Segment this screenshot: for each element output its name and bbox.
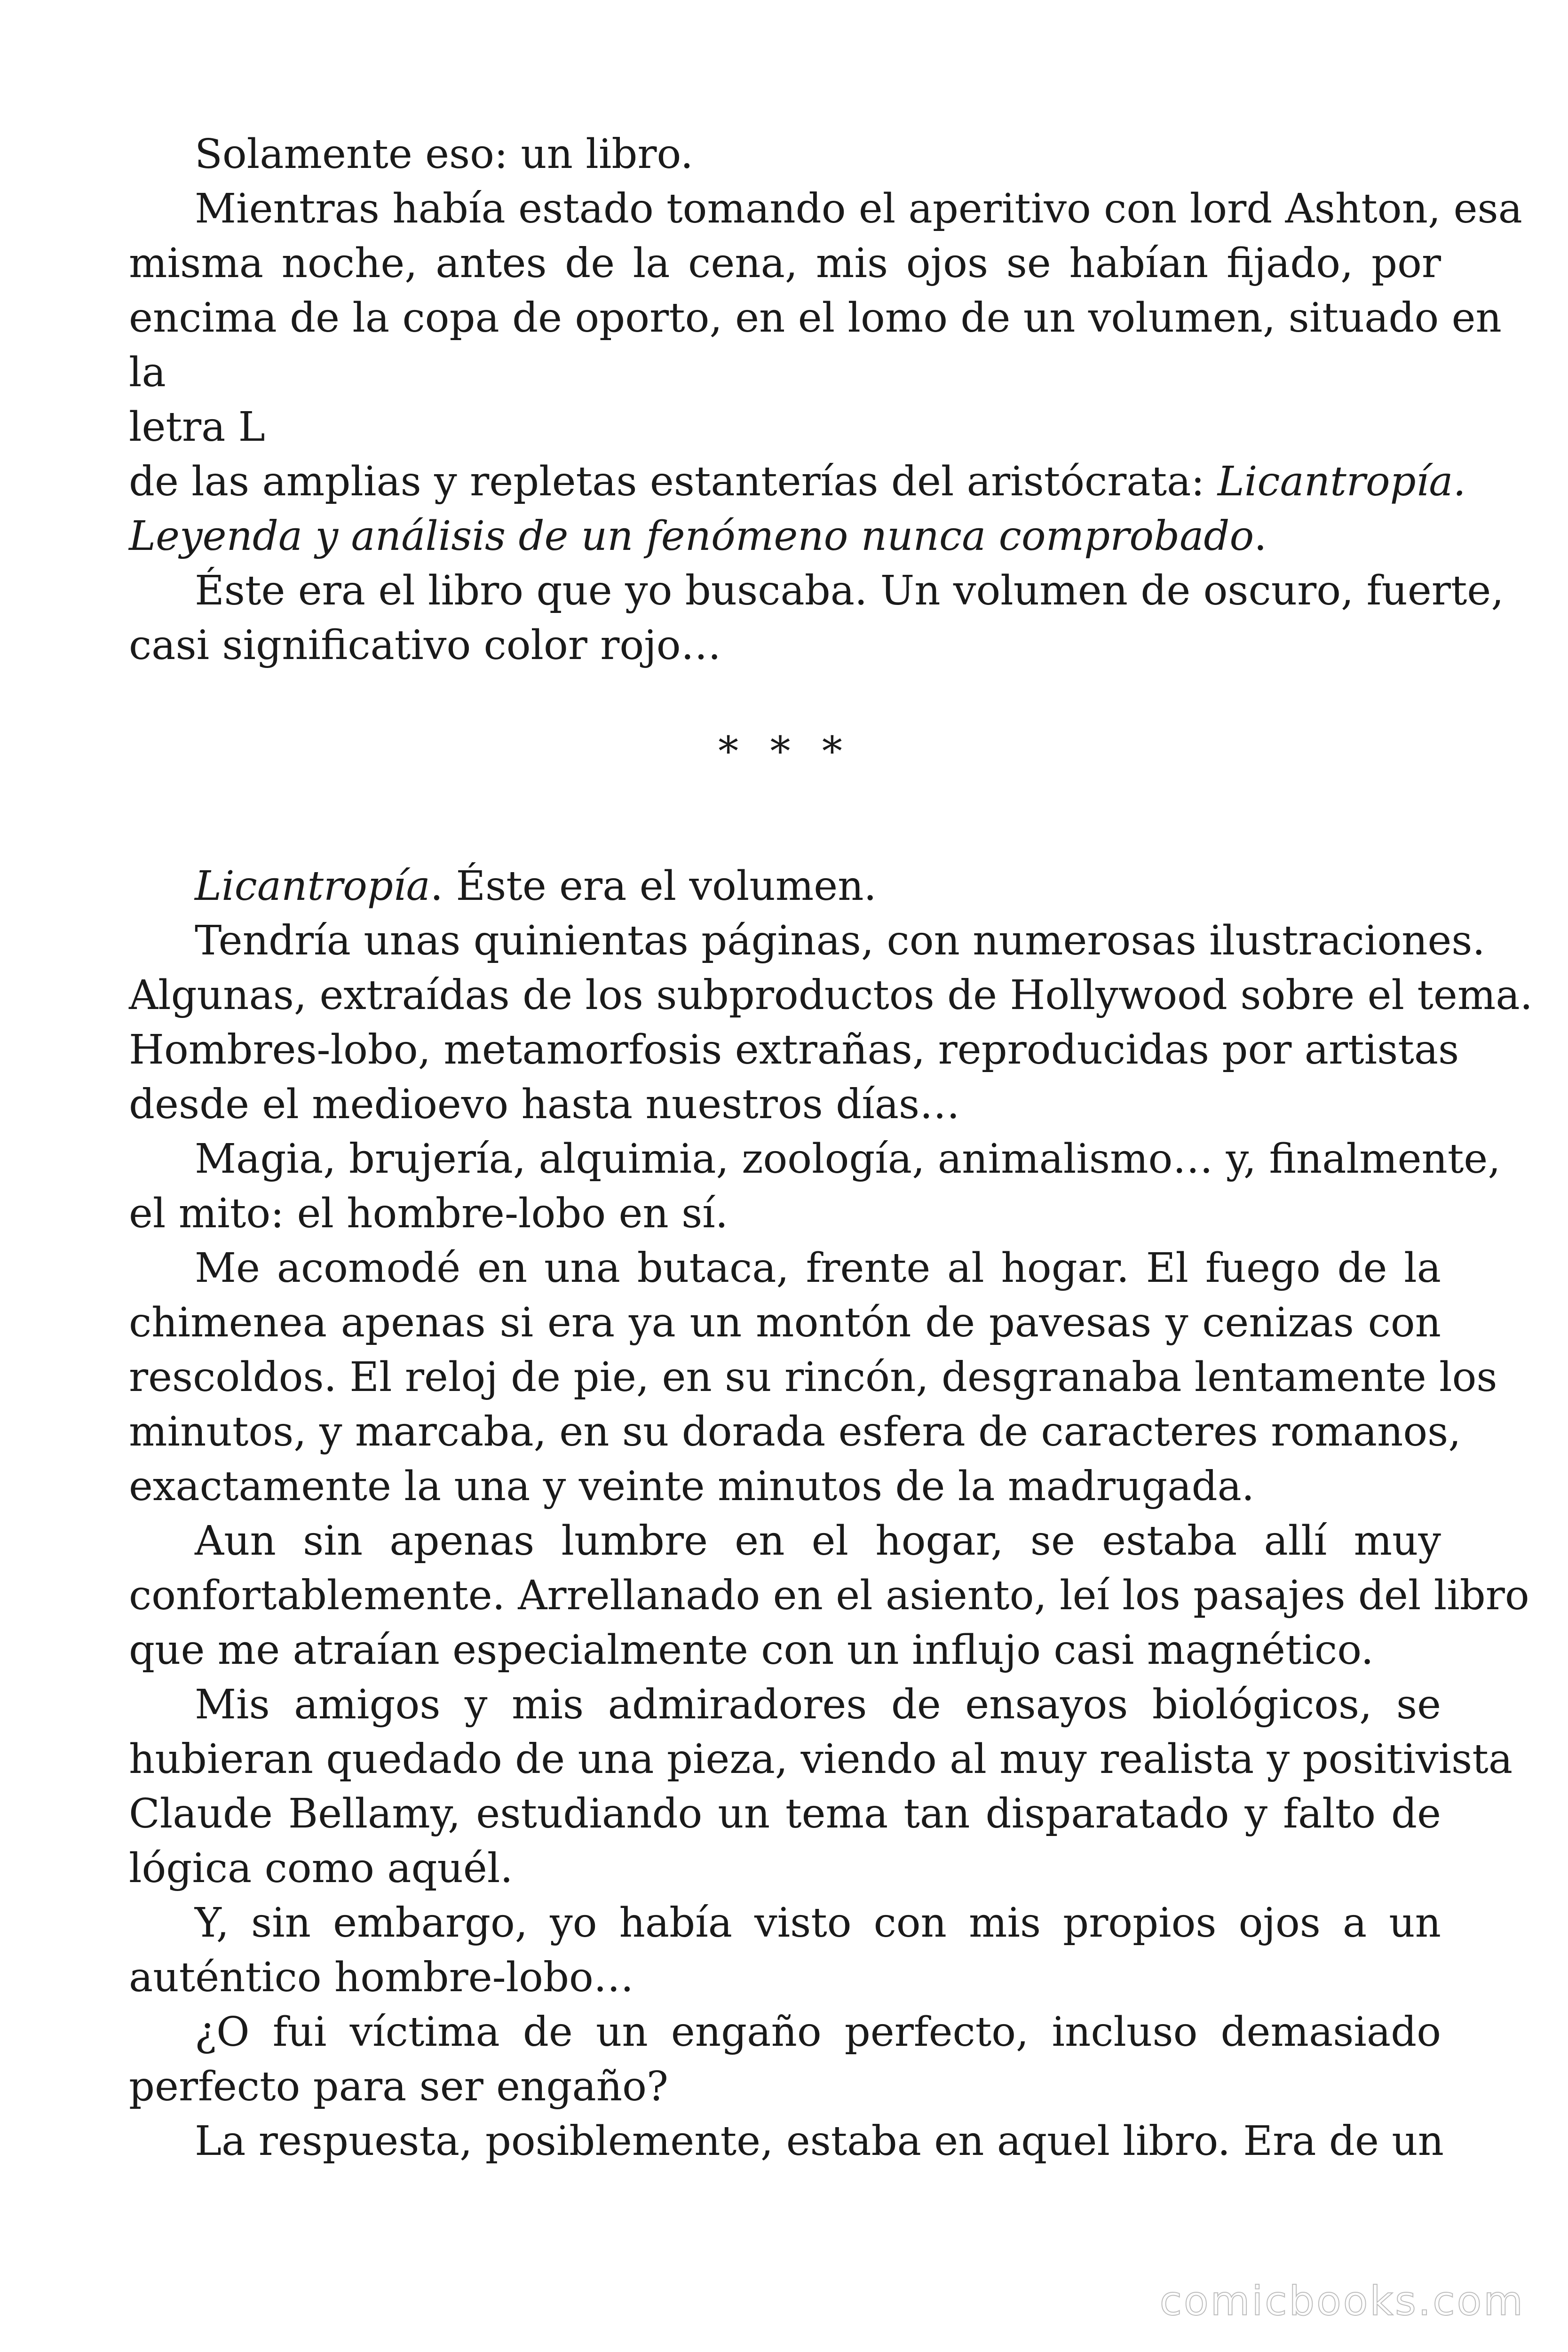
text-run: . (1254, 513, 1267, 560)
text-line: Algunas, extraídas de los subproductos de Hollywood sobre el tema. (129, 972, 1533, 1019)
paragraph (129, 182, 1522, 564)
text-line: Y, sin embargo, yo había visto con mis propios ojos a un (195, 1899, 1441, 1947)
section-separator: * * * (718, 728, 852, 775)
text-line: el mito: el hombre-lobo en sí. (129, 1190, 729, 1237)
page-body (129, 127, 1533, 2169)
text-line: casi significativo color rojo… (129, 622, 721, 669)
text-line: Tendría unas quinientas páginas, con numerosas ilustraciones. (195, 917, 1485, 964)
text-line: Éste era el libro que yo buscaba. Un volumen de oscuro, fuerte, (195, 567, 1504, 614)
text-line: letra L (129, 404, 265, 451)
text-line: auténtico hombre-lobo… (129, 1954, 634, 2001)
text-line: exactamente la una y veinte minutos de la madrugada. (129, 1463, 1255, 1510)
paragraph (129, 914, 1533, 1132)
text-line: Magia, brujería, alquimia, zoología, animalismo… y, finalmente, (195, 1136, 1501, 1183)
paragraph (129, 1896, 1441, 2005)
text-line: confortablemente. Arrellanado en el asiento, leí los pasajes del libro (129, 1572, 1529, 1619)
text-run: . Éste era el volumen. (430, 863, 877, 910)
watermark: comicbooks.com (1159, 2278, 1525, 2325)
text-line (129, 509, 1441, 564)
paragraph (129, 2005, 1441, 2114)
paragraph (129, 1514, 1529, 1677)
text-line: Aun sin apenas lumbre en el hogar, se estaba allí muy (195, 1518, 1441, 1565)
paragraph (129, 127, 1441, 182)
spacer (129, 779, 1441, 859)
text-line: encima de la copa de oporto, en el lomo de un volumen, situado en (129, 294, 1502, 342)
spacer (129, 673, 1441, 724)
paragraph (129, 1241, 1497, 1514)
text-line: Mis amigos y mis admiradores de ensayos biológicos, se (195, 1681, 1441, 1728)
book-title-italic: Leyenda y análisis de un fenómeno nunca comprobado (129, 513, 1254, 560)
text-line: Claude Bellamy, estudiando un tema tan disparatado y falto de (129, 1790, 1441, 1837)
text-line: La respuesta, posiblemente, estaba en aquel libro. Era de un (195, 2118, 1444, 2165)
text-line: que me atraían especialmente con un influjo casi magnético. (129, 1627, 1374, 1674)
text-line: Mientras había estado tomando el aperitivo con lord Ashton, esa (195, 185, 1522, 232)
text-line: desde el medioevo hasta nuestros días… (129, 1081, 960, 1128)
text-line: chimenea apenas si era ya un montón de pavesas y cenizas con (129, 1299, 1441, 1346)
paragraph (129, 1677, 1513, 1896)
book-title-italic: Licantropía (195, 863, 430, 910)
text-line: misma noche, antes de la cena, mis ojos se habían fijado, por (129, 240, 1441, 287)
paragraph (129, 2114, 1444, 2169)
text-line: hubieran quedado de una pieza, viendo al muy realista y positivista (129, 1736, 1513, 1783)
text-line (129, 859, 1441, 914)
text-line: lógica como aquél. (129, 1845, 513, 1892)
book-title-italic: Licantropía. (1217, 458, 1466, 505)
text-line: perfecto para ser engaño? (129, 2063, 669, 2110)
text-line: Solamente eso: un libro. (195, 131, 694, 178)
text-run: de las amplias y repletas estanterías del aristócrata: (129, 458, 1218, 505)
text-line: rescoldos. El reloj de pie, en su rincón, desgranaba lentamente los (129, 1354, 1497, 1401)
text-line: Hombres-lobo, metamorfosis extrañas, reproducidas por artistas (129, 1026, 1459, 1073)
text-line: Me acomodé en una butaca, frente al hogar. El fuego de la (195, 1245, 1441, 1292)
text-line: minutos, y marcaba, en su dorada esfera de caracteres romanos, (129, 1408, 1461, 1455)
paragraph (129, 564, 1504, 673)
paragraph (129, 1132, 1501, 1241)
text-line: la (129, 349, 166, 396)
paragraph (129, 859, 1441, 914)
text-line (129, 454, 1466, 509)
text-line: ¿O fui víctima de un engaño perfecto, incluso demasiado (195, 2009, 1441, 2056)
